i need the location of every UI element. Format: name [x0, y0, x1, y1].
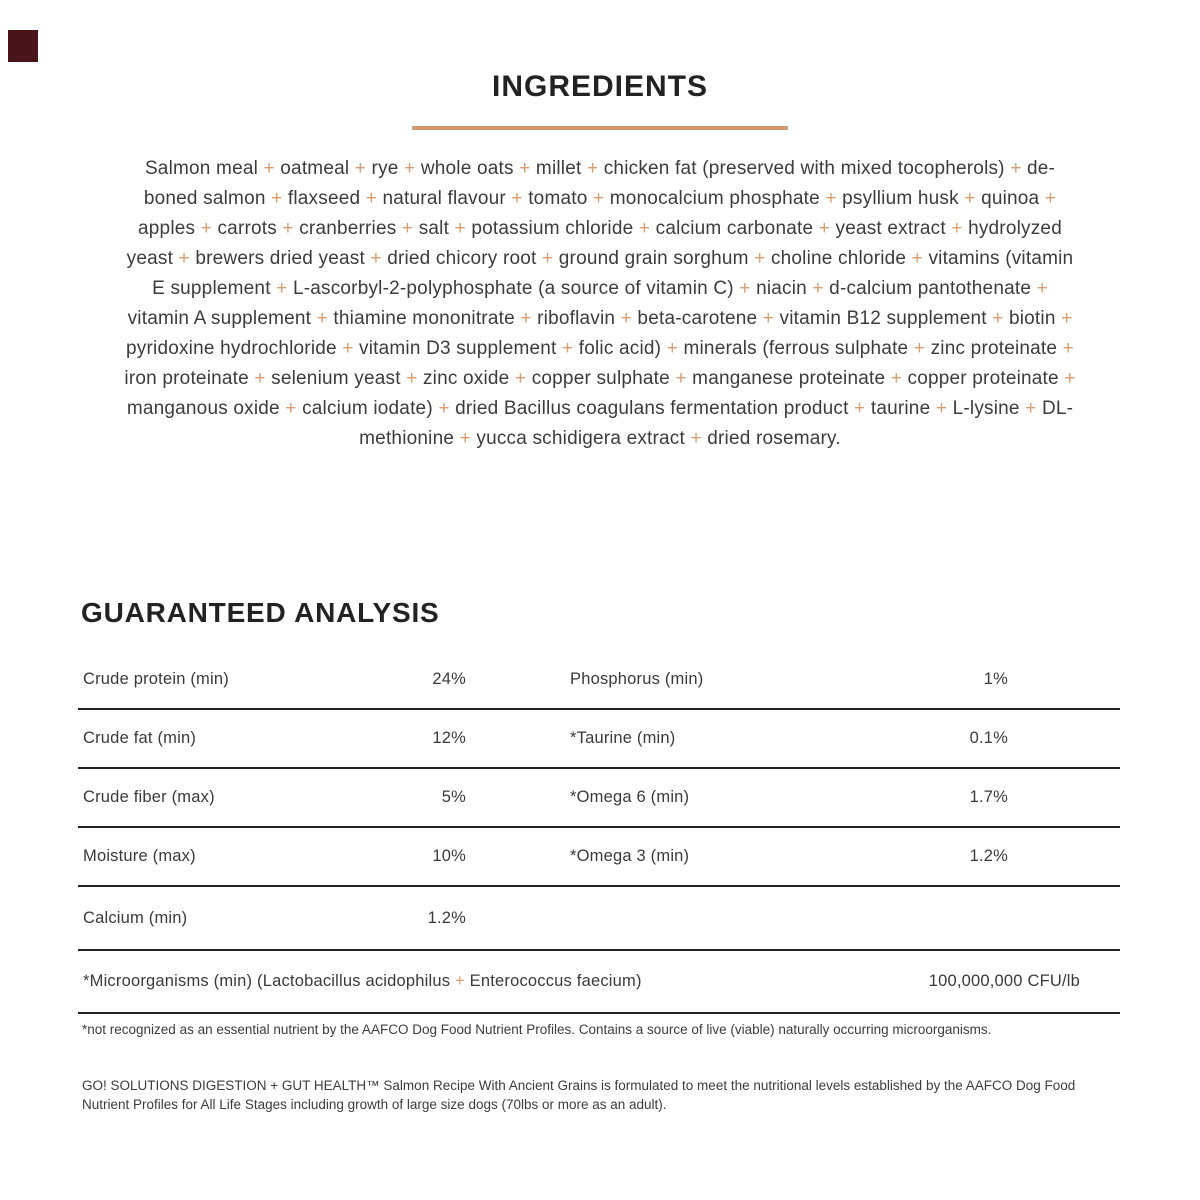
ingredient-line: E supplement + L-ascorbyl-2-polyphosphate (a source of vitamin C) + niacin + d-calcium pantothenate +	[152, 278, 1048, 299]
plus-separator: +	[908, 338, 926, 359]
analysis-row	[78, 710, 1120, 769]
nutrient-label: Calcium (min)	[83, 908, 188, 927]
plus-separator: +	[173, 248, 190, 269]
plus-separator: +	[885, 368, 903, 389]
plus-separator: +	[1039, 188, 1057, 209]
plus-separator: +	[450, 972, 465, 990]
plus-separator: +	[757, 308, 775, 329]
nutrient-value: 5%	[441, 788, 466, 806]
nutrient-label: *Omega 6 (min)	[570, 788, 690, 806]
analysis-row	[78, 828, 1120, 887]
plus-separator: +	[669, 368, 687, 389]
nutrient-value: 10%	[432, 847, 466, 865]
footnote-formulation-statement: GO! SOLUTIONS DIGESTION + GUT HEALTH™ Salmon Recipe With Ancient Grains is formulated to meet the nutritional levels established by the AAFCO Dog Food Nutrient Profiles for All Life Stages including growth of large size dogs (70lbs or more as an adult).	[82, 1078, 1076, 1112]
ingredient-line: pyridoxine hydrochloride + vitamin D3 supplement + folic acid) + minerals (ferrous sulphate + zinc proteinate +	[126, 338, 1074, 359]
plus-separator: +	[1004, 158, 1022, 179]
plus-separator: +	[848, 398, 866, 419]
plus-separator: +	[270, 278, 288, 299]
plus-separator: +	[396, 218, 414, 239]
nutrient-label: *Omega 3 (min)	[570, 847, 690, 865]
nutrient-label: Crude fiber (max)	[83, 788, 215, 806]
guaranteed-analysis-heading: GUARANTEED ANALYSIS	[81, 597, 440, 628]
ingredient-line: Salmon meal + oatmeal + rye + whole oats + millet + chicken fat (preserved with mixed tocopherols) + de-	[144, 158, 1056, 179]
plus-separator: +	[265, 188, 283, 209]
plus-separator: +	[906, 248, 923, 269]
plus-separator: +	[360, 188, 378, 209]
nutrient-label: Crude protein (min)	[83, 670, 229, 688]
plus-separator: +	[1057, 338, 1074, 359]
microorganisms-row	[78, 951, 1120, 1014]
plus-separator: +	[733, 278, 751, 299]
plus-separator: +	[349, 158, 367, 179]
nutrient-label: *Taurine (min)	[570, 729, 676, 747]
plus-separator: +	[513, 158, 531, 179]
ingredients-title: INGREDIENTS	[491, 70, 709, 103]
nutrient-label: Crude fat (min)	[83, 729, 197, 747]
ingredients-text	[80, 154, 1120, 454]
analysis-table	[78, 651, 1120, 1014]
ingredient-line: yeast + brewers dried yeast + dried chicory root + ground grain sorghum + choline chloride + vitamins (vitamin	[126, 248, 1074, 269]
plus-separator: +	[400, 368, 418, 389]
microorganisms-value: 100,000,000 CFU/lb	[928, 972, 1080, 990]
nutrient-value: 1.2%	[427, 908, 466, 927]
plus-separator: +	[633, 218, 651, 239]
plus-separator: +	[556, 338, 574, 359]
title-underline	[412, 126, 788, 130]
plus-separator: +	[813, 218, 831, 239]
ingredient-line: vitamin A supplement + thiamine mononitrate + riboflavin + beta-carotene + vitamin B12 supplement + biotin +	[127, 308, 1073, 329]
plus-separator: +	[454, 428, 471, 449]
analysis-row	[78, 769, 1120, 828]
nutrient-label: Phosphorus (min)	[570, 670, 704, 688]
ingredient-line: methionine + yucca schidigera extract + dried rosemary.	[359, 428, 841, 449]
plus-separator: +	[748, 248, 766, 269]
plus-separator: +	[1019, 398, 1037, 419]
nutrient-value: 1%	[983, 670, 1008, 688]
ingredient-line: iron proteinate + selenium yeast + zinc oxide + copper sulphate + manganese proteinate + copper proteinate +	[124, 368, 1076, 389]
plus-separator: +	[930, 398, 948, 419]
plus-separator: +	[806, 278, 824, 299]
plus-separator: +	[398, 158, 416, 179]
nutrient-value: 12%	[432, 729, 466, 747]
plus-separator: +	[684, 428, 702, 449]
plus-separator: +	[248, 368, 266, 389]
plus-separator: +	[432, 398, 450, 419]
plus-separator: +	[581, 158, 599, 179]
plus-separator: +	[958, 188, 976, 209]
nutrient-value: 0.1%	[969, 729, 1008, 747]
plus-separator: +	[1058, 368, 1076, 389]
nutrient-label: Moisture (max)	[83, 847, 196, 865]
plus-separator: +	[945, 218, 963, 239]
plus-separator: +	[509, 368, 527, 389]
plus-separator: +	[661, 338, 678, 359]
plus-separator: +	[449, 218, 466, 239]
nutrient-value: 1.2%	[969, 847, 1008, 865]
nutrient-value: 1.7%	[969, 788, 1008, 806]
ingredient-line: manganous oxide + calcium iodate) + dried Bacillus coagulans fermentation product + taurine + L-lysine + DL-	[126, 398, 1074, 419]
corner-brand-mark	[8, 30, 38, 62]
plus-separator: +	[1055, 308, 1073, 329]
plus-separator: +	[986, 308, 1004, 329]
nutrient-value: 24%	[432, 670, 466, 688]
microorganisms-label: *Microorganisms (min) (Lactobacillus acidophilus + Enterococcus faecium)	[83, 972, 642, 990]
plus-separator: +	[364, 248, 382, 269]
plus-separator: +	[587, 188, 605, 209]
plus-separator: +	[536, 248, 554, 269]
plus-separator: +	[505, 188, 523, 209]
plus-separator: +	[195, 218, 212, 239]
ingredient-line: apples + carrots + cranberries + salt + potassium chloride + calcium carbonate + yeast extract + hydrolyzed	[138, 218, 1062, 239]
plus-separator: +	[1031, 278, 1048, 299]
plus-separator: +	[311, 308, 328, 329]
plus-separator: +	[258, 158, 275, 179]
plus-separator: +	[615, 308, 632, 329]
footnote-aafco-disclaimer: *not recognized as an essential nutrient by the AAFCO Dog Food Nutrient Profiles. Contains a source of live (viable) naturally occurring microorganisms.	[82, 1022, 992, 1037]
plus-separator: +	[514, 308, 532, 329]
plus-separator: +	[276, 218, 294, 239]
plus-separator: +	[279, 398, 297, 419]
analysis-row	[78, 887, 1120, 951]
plus-separator: +	[819, 188, 837, 209]
plus-separator: +	[336, 338, 354, 359]
ingredient-line: boned salmon + flaxseed + natural flavour + tomato + monocalcium phosphate + psyllium husk + quinoa +	[143, 188, 1057, 209]
analysis-row	[78, 651, 1120, 710]
